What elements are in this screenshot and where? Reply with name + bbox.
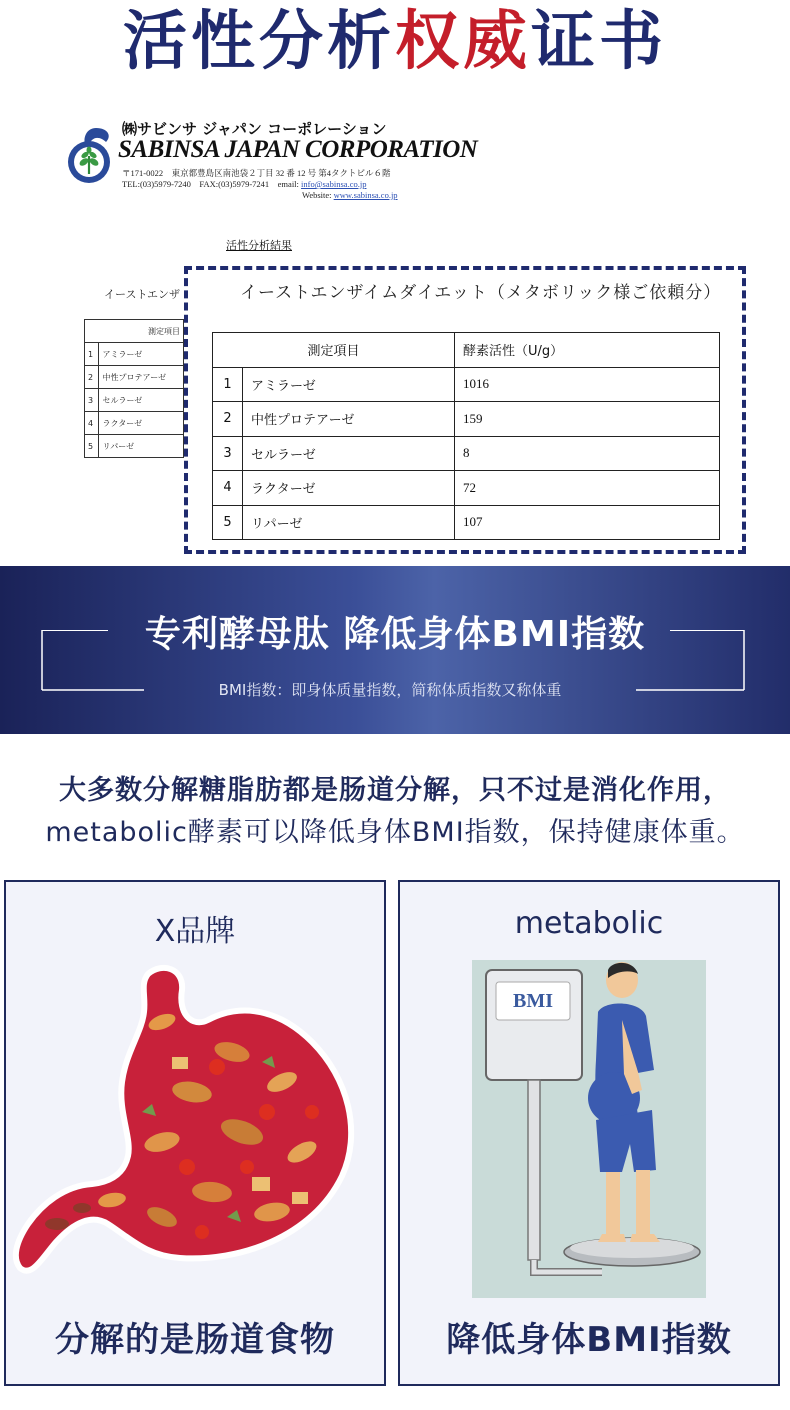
description-line-1: 大多数分解糖脂肪都是肠道分解，只不过是消化作用， <box>59 775 731 806</box>
card-heading: metabolic <box>514 906 664 941</box>
zoomed-table-title: イーストエンザイムダイエット（メタボリック様ご依頼分） <box>240 283 722 303</box>
address-line: 〒171-0022 東京都豊島区南池袋２丁目 32 番 12 号 第4タクトビル６階 <box>122 168 391 178</box>
row-number: 5 <box>85 435 99 458</box>
table-row <box>85 389 184 412</box>
column-header-activity: 酵素活性（U/g） <box>455 333 720 368</box>
sabinsa-logo-icon <box>62 124 116 184</box>
company-address <box>122 168 390 190</box>
description <box>0 770 790 854</box>
banner-frame-lines <box>0 566 790 734</box>
table-row <box>213 367 720 402</box>
row-number: 4 <box>85 412 99 435</box>
row-number: 5 <box>213 505 243 540</box>
row-number: 1 <box>85 343 99 366</box>
enzyme-name: セルラーゼ <box>243 436 455 471</box>
enzyme-name: アミラーゼ <box>243 367 455 402</box>
table-row <box>85 412 184 435</box>
enzyme-activity-table <box>212 332 720 540</box>
row-number: 1 <box>213 367 243 402</box>
company-name-en: SABINSA JAPAN CORPORATION <box>118 136 478 163</box>
title-part-1: 活性分析 <box>123 5 395 79</box>
row-name: リパーゼ <box>99 435 184 458</box>
row-name: アミラーゼ <box>99 343 184 366</box>
row-number: 4 <box>213 471 243 506</box>
row-name: セルラーゼ <box>99 389 184 412</box>
row-name: 中性プロテアーゼ <box>99 366 184 389</box>
company-name-ja: ㈱サビンサ ジャパン コーポレーション <box>122 120 387 138</box>
title-part-3: 证书 <box>531 5 667 79</box>
website-label: Website: <box>302 190 332 200</box>
card-caption: 分解的是肠道食物 <box>55 1320 335 1360</box>
background-table <box>84 319 184 458</box>
row-name: ラクターゼ <box>99 412 184 435</box>
banner-title: 专利酵母肽 降低身体BMI指数 <box>144 614 646 655</box>
table-row <box>213 402 720 437</box>
description-line-2: metabolic酵素可以降低身体BMI指数，保持健康体重。 <box>45 817 745 848</box>
background-table-header <box>85 320 184 343</box>
enzyme-name: リパーゼ <box>243 505 455 540</box>
enzyme-value: 1016 <box>455 367 720 402</box>
stomach-food-illustration <box>12 962 372 1292</box>
tel-fax: TEL:(03)5979-7240 FAX:(03)5979-7241 email: <box>122 179 299 189</box>
page-title <box>0 0 790 88</box>
card-heading: X品牌 <box>154 914 236 949</box>
comparison-card-x-brand <box>4 880 386 1386</box>
enzyme-value: 8 <box>455 436 720 471</box>
enzyme-name: 中性プロテアーゼ <box>243 402 455 437</box>
table-row <box>85 435 184 458</box>
table-row <box>85 343 184 366</box>
row-number: 2 <box>213 402 243 437</box>
background-table-title: イーストエンザ <box>104 288 181 301</box>
bmi-display-label: BMI <box>513 990 553 1012</box>
row-number: 3 <box>85 389 99 412</box>
enzyme-value: 107 <box>455 505 720 540</box>
row-number: 3 <box>213 436 243 471</box>
zoomed-result-frame <box>184 266 746 554</box>
table-row <box>85 366 184 389</box>
bmi-scale-illustration <box>472 960 706 1298</box>
comparison-card-metabolic <box>398 880 780 1386</box>
website-line <box>302 190 398 200</box>
table-row <box>213 436 720 471</box>
row-number: 2 <box>85 366 99 389</box>
enzyme-value: 72 <box>455 471 720 506</box>
contact-line <box>122 179 390 190</box>
enzyme-value: 159 <box>455 402 720 437</box>
table-row <box>213 505 720 540</box>
bmi-banner <box>0 566 790 734</box>
letterhead <box>62 118 478 204</box>
background-table-header-cell: 測定項目 <box>85 320 184 343</box>
website-link[interactable]: www.sabinsa.co.jp <box>333 190 398 200</box>
enzyme-name: ラクターゼ <box>243 471 455 506</box>
card-caption: 降低身体BMI指数 <box>446 1320 732 1360</box>
title-part-2: 权威 <box>395 5 531 79</box>
column-header-item: 測定項目 <box>213 333 455 368</box>
banner-subtitle: BMI指数：即身体质量指数，简称体质指数又称体重 <box>218 681 562 699</box>
result-heading: 活性分析結果 <box>226 239 292 252</box>
email-link[interactable]: info@sabinsa.co.jp <box>301 179 367 189</box>
table-row <box>213 471 720 506</box>
table-header-row <box>213 333 720 368</box>
